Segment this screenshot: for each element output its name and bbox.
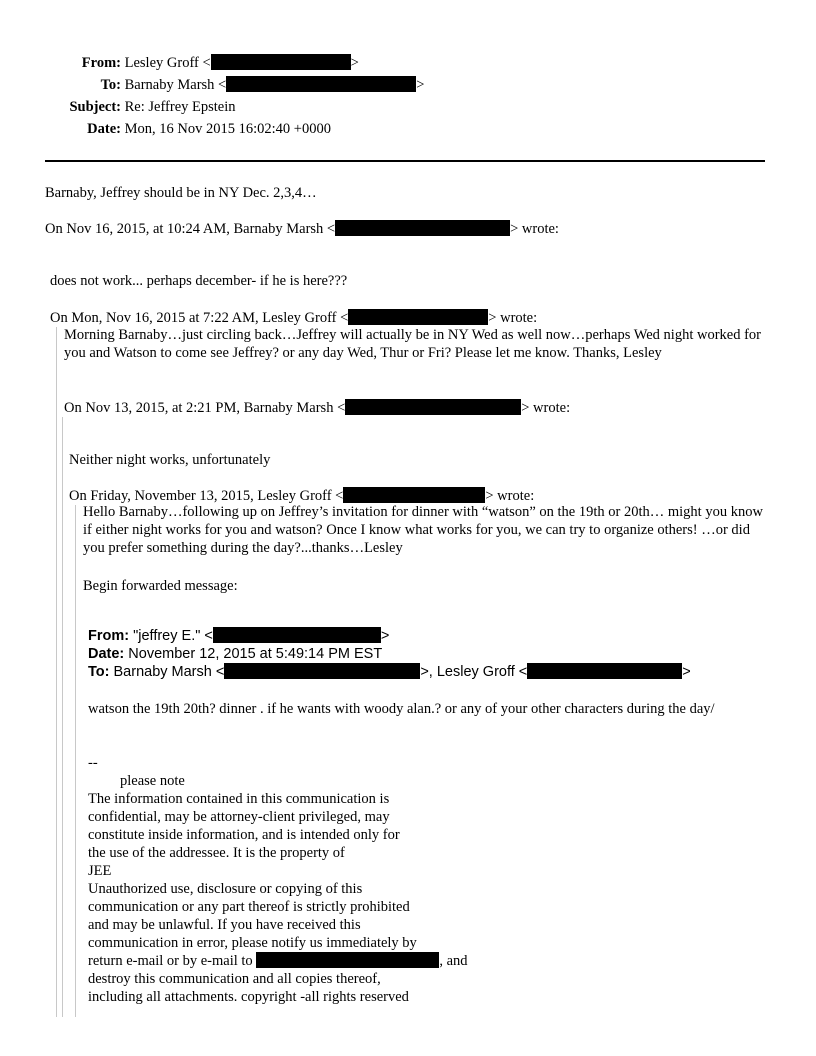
header-divider: [45, 160, 765, 162]
date-label: Date:: [87, 121, 121, 137]
redaction-block: [345, 399, 521, 415]
reply-3: Neither night works, unfortunately: [69, 452, 271, 468]
disclaimer-line: destroy this communication and all copies thereof,: [88, 971, 381, 987]
sig-dash: --: [88, 755, 98, 771]
disclaimer-email-line: return e-mail or by e-mail to , and: [88, 953, 468, 969]
disclaimer-line: and may be unlawful. If you have received this: [88, 917, 361, 933]
disclaimer-line: including all attachments. copyright -all rights reserved: [88, 989, 409, 1005]
sig-note: please note: [120, 773, 185, 789]
disclaimer-line: the use of the addressee. It is the property of: [88, 845, 345, 861]
redaction-block: [224, 663, 420, 679]
disclaimer-line: JEE: [88, 863, 112, 879]
fwd-date: [88, 645, 382, 663]
fwd-from: From: "jeffrey E." < >: [88, 628, 390, 644]
quote-bar-3: [75, 505, 76, 1017]
redaction-block: [343, 487, 485, 503]
fwd-message: watson the 19th 20th? dinner . if he wants with woody alan.? or any of your other characters during the day/: [88, 701, 715, 717]
redaction-block: [527, 663, 682, 679]
disclaimer-block: [88, 790, 468, 1006]
header-to: To: Barnaby Marsh < >: [45, 76, 424, 94]
message-4: Hello Barnaby…following up on Jeffrey’s invitation for dinner with “watson” on the 19th or 20th… might you know if either night works for you and watson? Once I know what works for you, we can try to organize others! …or did you prefer something during the day?...thanks…Lesley: [83, 504, 763, 556]
redaction-block: [335, 220, 510, 236]
from-value: Lesley Groff <: [124, 55, 211, 71]
attribution-1: On Nov 16, 2015, at 10:24 AM, Barnaby Marsh < > wrote:: [45, 221, 559, 237]
header-from: From: Lesley Groff < >: [45, 54, 359, 72]
attribution-4: On Friday, November 13, 2015, Lesley Groff < > wrote:: [69, 488, 535, 504]
subject-label: Subject:: [69, 99, 121, 115]
quote-bar-2: [62, 417, 63, 1017]
disclaimer-line: communication in error, please notify us immediately by: [88, 935, 417, 951]
fwd-date-label: Date:: [88, 646, 125, 662]
quote-bar-1: [56, 327, 57, 1017]
from-label: From:: [81, 55, 121, 71]
attribution-3: On Nov 13, 2015, at 2:21 PM, Barnaby Marsh < > wrote:: [64, 400, 571, 416]
disclaimer-line: Unauthorized use, disclosure or copying of this: [88, 881, 363, 897]
disclaimer-line: communication or any part thereof is strictly prohibited: [88, 899, 410, 915]
to-label: To:: [100, 77, 121, 93]
to-value: Barnaby Marsh <: [124, 77, 227, 93]
header-date: [45, 120, 331, 138]
disclaimer-line: The information contained in this communication is: [88, 791, 390, 807]
disclaimer-line: confidential, may be attorney-client privileged, may: [88, 809, 390, 825]
header-subject: [45, 98, 236, 116]
fwd-date-value: November 12, 2015 at 5:49:14 PM EST: [128, 646, 383, 662]
fwd-to-label: To:: [88, 664, 110, 680]
redaction-block: [213, 627, 381, 643]
subject-value: Re: Jeffrey Epstein: [124, 99, 236, 115]
date-value: Mon, 16 Nov 2015 16:02:40 +0000: [124, 121, 331, 137]
disclaimer-line: constitute inside information, and is intended only for: [88, 827, 400, 843]
redaction-block: [256, 952, 439, 968]
body-line-1: Barnaby, Jeffrey should be in NY Dec. 2,3,4…: [45, 185, 317, 201]
fwd-from-label: From:: [88, 628, 130, 644]
reply-1: does not work... perhaps december- if he is here???: [50, 273, 348, 289]
message-2: Morning Barnaby…just circling back…Jeffrey will actually be in NY Wed as well now…perhaps Wed night worked for you and Watson to come see Jeffrey? or any day Wed, Thur or Fri? Please let me know. Thanks, Lesley: [64, 327, 761, 361]
redaction-block: [226, 76, 416, 92]
redaction-block: [348, 309, 488, 325]
fwd-to-value: Barnaby Marsh <: [113, 664, 225, 680]
redaction-block: [211, 54, 351, 70]
fwd-from-value: "jeffrey E." <: [133, 628, 213, 644]
fwd-to: To: Barnaby Marsh < >, Lesley Groff < >: [88, 664, 691, 680]
attribution-2: On Mon, Nov 16, 2015 at 7:22 AM, Lesley Groff < > wrote:: [50, 310, 538, 326]
forwarded-label: Begin forwarded message:: [83, 578, 238, 594]
